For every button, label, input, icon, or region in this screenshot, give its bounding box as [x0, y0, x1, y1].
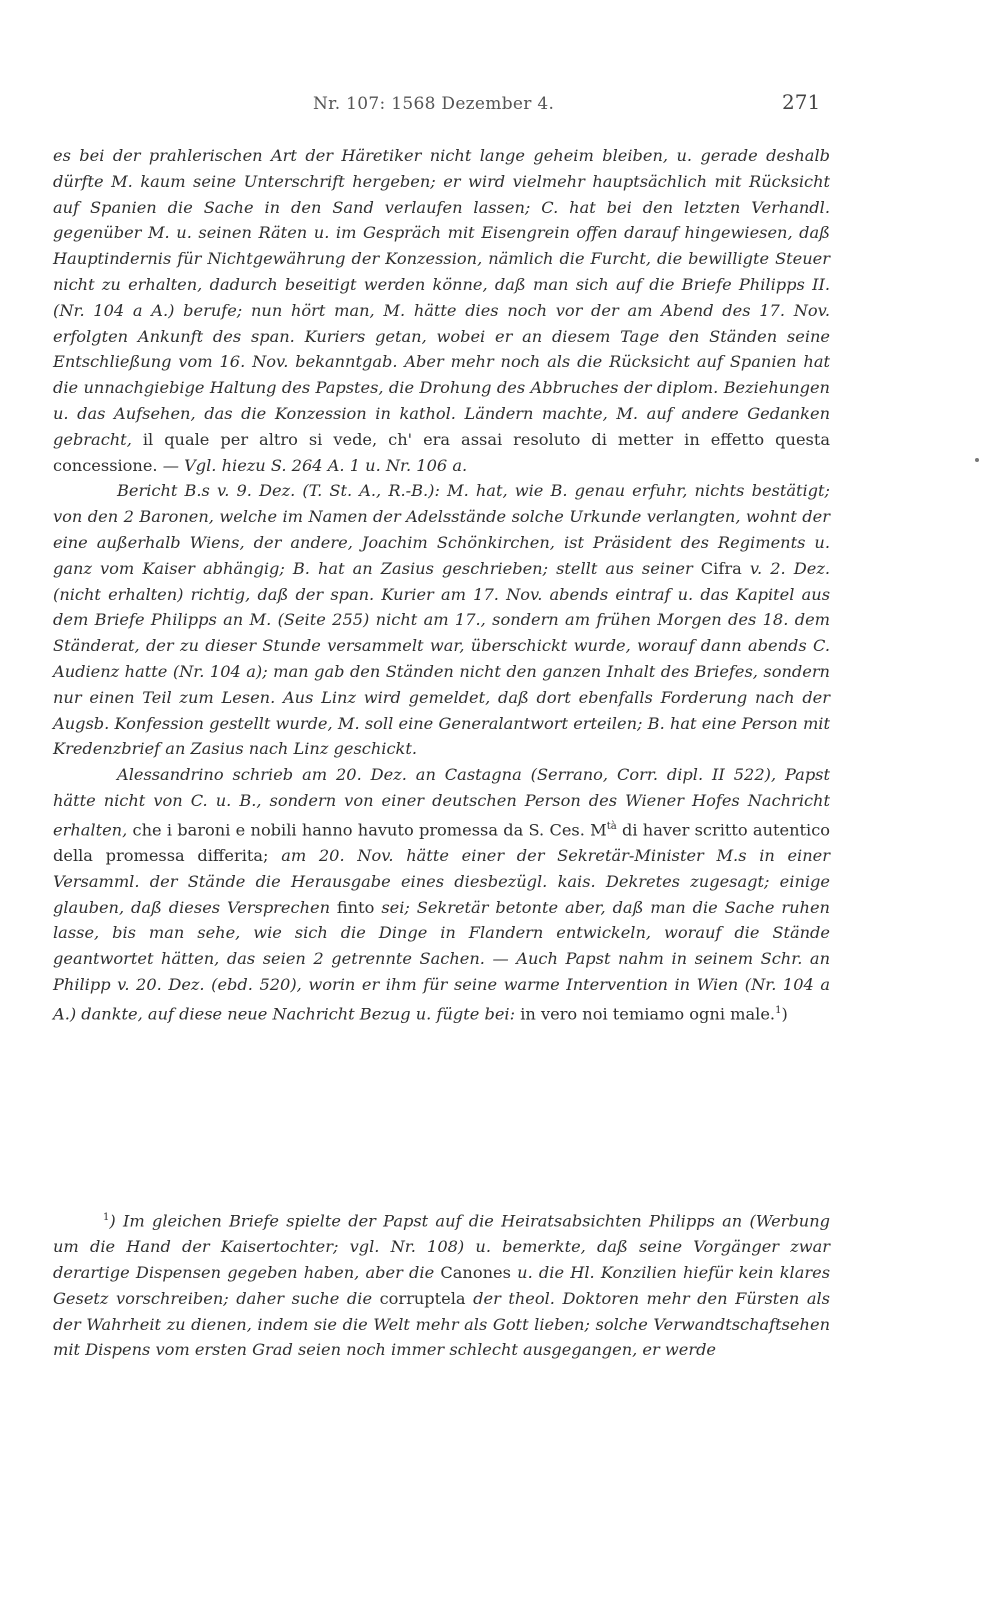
paragraph-3-text-d: am 20. Nov. hätte einer der Sekretär-Minister M.s in einer Versamml. der Stände die Herausgabe eines diesbezügl. kais. Dekretes zugesagt; einige glauben, daß dieses Versprechen	[53, 845, 830, 917]
paragraph-3-text-f: sei; Sekretär betonte aber, daß man die Sache ruhen lasse, bis man sehe, wie sich die Dinge in Flandern entwickeln, worauf die Stände geantwortet hätten, das seien 2 getrennte Sachen. — Auch Papst nahm in seinem Schr. an Philipp v. 20. Dez. (ebd. 520), worin er ihm für seine warme Intervention in Wien (Nr. 104 a A.) dankte, auf diese neue Nachricht Bezug u. fügte bei:	[53, 897, 830, 1024]
paragraph-3-sup: tà	[606, 820, 617, 832]
footnote-corruptela: corruptela	[379, 1288, 466, 1308]
footnote-marker: 1	[103, 1212, 110, 1223]
running-header	[0, 90, 1000, 122]
paragraph-2-cifra: Cifra	[700, 558, 742, 578]
main-text	[53, 143, 830, 1027]
footnote-text-a: ) Im gleichen Briefe spielte der Papst auf die Heiratsabsichten Philipps an (Werbung um die Hand der Kaisertochter; vgl. Nr. 108) u. bemerkte, daß seine Vorgänger zwar derartige Dispensen gegeben haben, aber die	[53, 1211, 830, 1282]
footnotes	[53, 1205, 830, 1363]
footnote-ref-paren: )	[781, 1004, 788, 1024]
paragraph-2-text-a: Bericht B.s v. 9. Dez. (T. St. A., R.-B.): M. hat, wie B. genau erfuhr, nichts bestätigt; von den 2 Baronen, welche im Namen der Adelsstände solche Urkunde verlangten, wohnt der eine außerhalb Wiens, der andere, Joachim Schönkirchen, ist Präsident des Regiments u. ganz vom Kaiser abhängig; B. hat an Zasius geschrieben; stellt aus seiner	[53, 481, 830, 578]
footnote-1	[53, 1205, 830, 1363]
paragraph-3-quote-a: che i baroni e nobili hanno havuto promessa da S. Ces. M	[132, 820, 607, 840]
footnote-ref: 1	[775, 1004, 782, 1016]
paragraph-3-quote-b: di haver scritto autentico della promessa differita;	[53, 820, 831, 865]
paragraph-3-quote-g: in vero noi temiamo ogni male.	[520, 1004, 776, 1024]
paragraph-1-text-a: es bei der prahlerischen Art der Häretiker nicht lange geheim bleiben, u. gerade deshalb dürfte M. kaum seine Unterschrift hergeben; er wird vielmehr hauptsächlich mit Rücksicht auf Spanien die Sache in den Sand verlaufen lassen; C. hat bei den letzten Verhandl. gegenüber M. u. seinen Räten u. im Gespräch mit Eisengrein offen darauf hingewiesen, daß Hauptindernis für Nichtgewährung der Konzession, nämlich die Furcht, die bewilligte Steuer nicht zu erhalten, dadurch beseitigt werden könne, daß man sich auf die Briefe Philipps II. (Nr. 104 a A.) berufe; nun hört man, M. hätte dies noch vor der am Abend des 17. Nov. erfolgten Ankunft des span. Kuriers getan, wobei er an diesem Tage den Ständen seine Entschließung vom 16. Nov. bekanntgab. Aber mehr noch als die Rücksicht auf Spanien hat die unnachgiebige Haltung des Papstes, die Drohung des Abbruches der diplom. Beziehungen u. das Aufsehen, das die Konzession in kathol. Ländern machte, M. auf andere Gedanken gebracht,	[53, 146, 830, 449]
footnote-text-c: u. die Hl. Konzilien hiefür kein klares Gesetz vorschreiben; daher suche die	[53, 1262, 830, 1308]
page-number: 271	[782, 90, 821, 114]
paragraph-1-quote: il quale per altro si vede, ch' era assai resoluto di metter in effetto questa concessione.	[53, 429, 830, 475]
paragraph-2	[53, 478, 830, 762]
footnote-canones: Canones	[440, 1262, 511, 1282]
header-title: Nr. 107: 1568 Dezember 4.	[313, 94, 555, 114]
footnote-text-e: der theol. Doktoren mehr den Fürsten als der Wahrheit zu dienen, indem sie die Welt mehr als Gott lieben; solche Verwandtschaftsehen mit Dispens vom ersten Grad seien noch immer schlecht ausgegangen, er werde	[53, 1288, 830, 1360]
paragraph-2-text-c: v. 2. Dez. (nicht erhalten) richtig, daß der span. Kurier am 17. Nov. abends eintraf u. das Kapitel aus dem Briefe Philipps an M. (Seite 255) nicht am 17., sondern am frühen Morgen des 18. dem Ständerat, der zu dieser Stunde versammelt war, überschickt wurde, worauf dann abends C. Audienz hatte (Nr. 104 a); man gab den Ständen nicht den ganzen Inhalt des Briefes, sondern nur einen Teil zum Lesen. Aus Linz wird gemeldet, daß dort ebenfalls Forderung nach der Augsb. Konfession gestellt wurde, M. soll eine Generalantwort erteilen; B. hat eine Person mit Kredenzbrief an Zasius nach Linz geschickt.	[53, 558, 830, 759]
paragraph-3-text-a: Alessandrino schrieb am 20. Dez. an Castagna (Serrano, Corr. dipl. II 522), Papst hätte nicht von C. u. B., sondern von einer deutschen Person des Wiener Hofes Nachricht erhalten,	[53, 765, 830, 840]
paragraph-1-reference: — Vgl. hiezu S. 264 A. 1 u. Nr. 106 a.	[162, 455, 468, 475]
paragraph-1	[53, 143, 830, 478]
margin-dot	[975, 458, 979, 462]
paragraph-3	[53, 762, 830, 1027]
paragraph-3-finto: finto	[336, 897, 375, 917]
